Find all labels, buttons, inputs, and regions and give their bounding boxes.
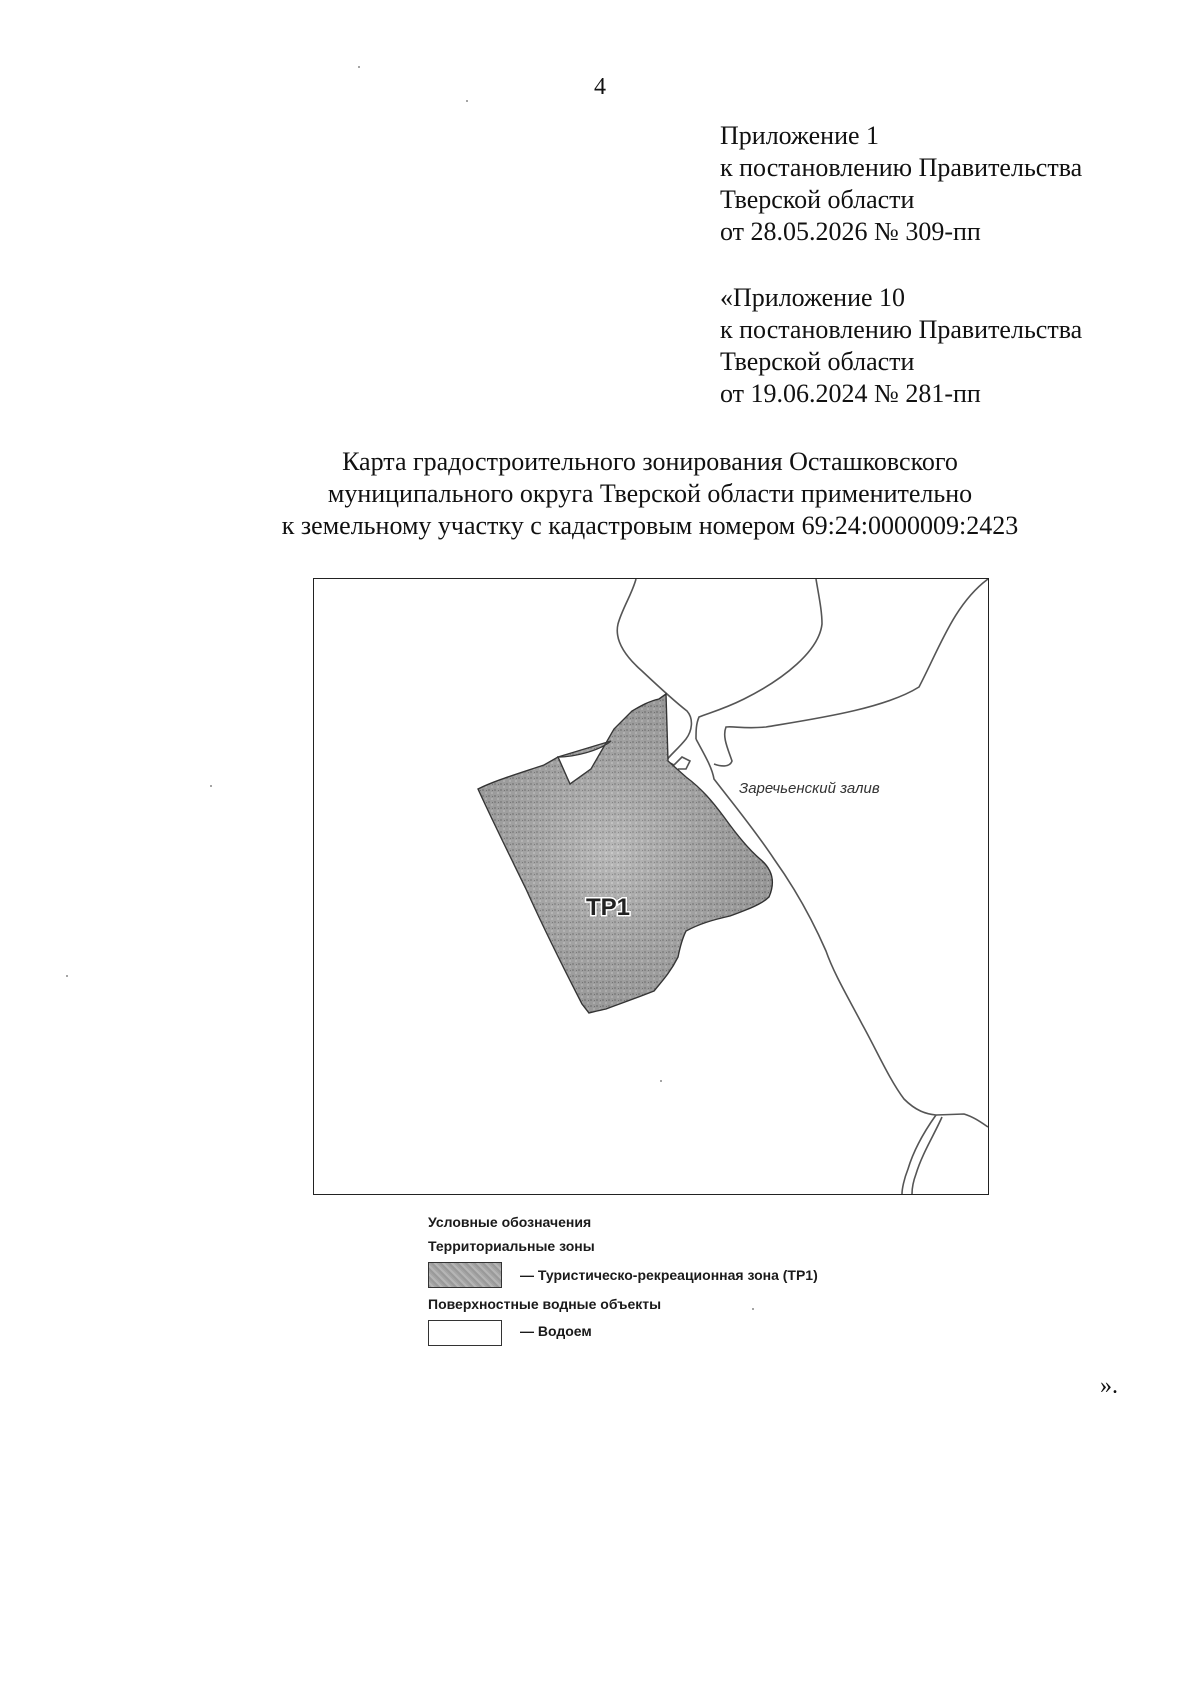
scan-speck: [752, 1308, 754, 1310]
legend-section-water: Поверхностные водные объекты: [428, 1296, 662, 1312]
appendix-10-header: [720, 282, 1082, 410]
tr1-zone-label: ТР1: [585, 894, 631, 921]
document-title: [0, 446, 1200, 542]
closing-quote: ».: [1100, 1373, 1118, 1399]
document-title-line: Карта градостроительного зонирования Осташковского: [342, 447, 958, 476]
legend-swatch-water: [428, 1320, 502, 1346]
appendix-1-line: Приложение 1: [720, 121, 880, 150]
channel-east-bank: [696, 579, 822, 739]
document-title-line: муниципального округа Тверской области применительно: [327, 479, 973, 508]
legend-heading: Условные обозначения: [428, 1214, 592, 1230]
appendix-10-line: «Приложение 10: [720, 283, 906, 312]
scan-speck: [358, 66, 360, 68]
appendix-10-line: от 19.06.2024 № 281-пп: [720, 379, 981, 408]
zoning-map: [313, 578, 989, 1195]
appendix-1-line: Тверской области: [720, 185, 915, 214]
appendix-10-line: к постановлению Правительства: [720, 315, 1083, 344]
legend-item-tr1: — Туристическо-рекреационная зона (ТР1): [520, 1267, 818, 1283]
legend-item-water: — Водоем: [520, 1323, 592, 1339]
appendix-1-header: [720, 120, 1082, 248]
appendix-1-line: к постановлению Правительства: [720, 153, 1083, 182]
water-body-label: Заречьенский залив: [739, 780, 880, 797]
appendix-10-line: Тверской области: [720, 347, 915, 376]
scan-speck: [660, 1080, 662, 1082]
scan-speck: [66, 975, 68, 977]
southeast-stream-a: [902, 1115, 936, 1194]
appendix-1-line: от 28.05.2026 № 309-пп: [720, 217, 981, 246]
southeast-branch: [936, 1114, 988, 1127]
legend-swatch-tr1: [428, 1262, 502, 1288]
scan-speck: [466, 100, 468, 102]
north-shore: [714, 579, 988, 766]
legend-section-zones: Территориальные зоны: [428, 1238, 595, 1254]
page-number: 4: [594, 74, 606, 100]
scan-speck: [210, 785, 212, 787]
document-title-line: к земельному участку с кадастровым номером 69:24:0000009:2423: [281, 511, 1019, 540]
